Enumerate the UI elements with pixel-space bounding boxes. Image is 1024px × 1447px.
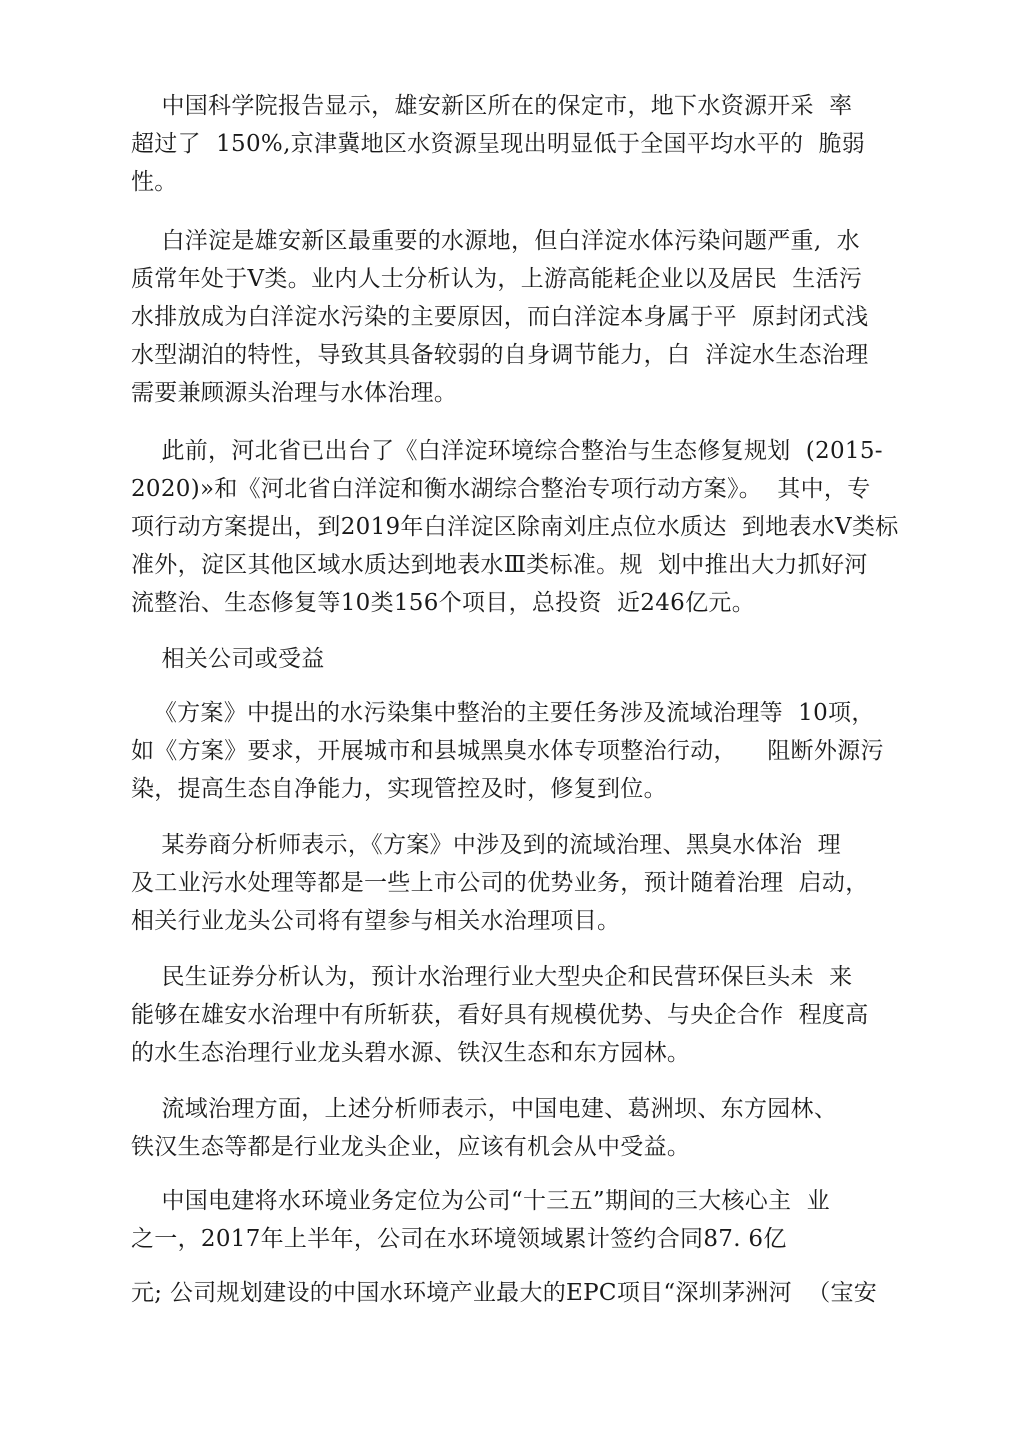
- paragraph-epc-project: [131, 1274, 911, 1312]
- text-line: 水排放成为白洋淀水污染的主要原因，而白洋淀本身属于平 原封闭式浅: [131, 304, 869, 330]
- text-line: 相关行业龙头公司将有望参与相关水治理项目。: [131, 908, 621, 934]
- text-line: 《方案》中提出的水污染集中整治的主要任务涉及流域治理等 10项，: [131, 700, 875, 726]
- paragraph-analyst-view: [131, 826, 911, 940]
- section-heading-related-companies: [131, 640, 911, 678]
- paragraph-groundwater: [131, 87, 911, 201]
- section-heading: 相关公司或受益: [131, 646, 325, 672]
- text-line: 需要兼顾源头治理与水体治理。: [131, 380, 458, 406]
- paragraph-river-basin: [131, 1090, 911, 1166]
- paragraph-hebei-plan: [131, 432, 911, 622]
- text-line: 之一，2017年上半年，公司在水环境领域累计签约合同87. 6亿: [131, 1226, 787, 1252]
- text-line: 超过了 150%,京津冀地区水资源呈现出明显低于全国平均水平的 脆弱: [131, 131, 866, 157]
- text-line: 元; 公司规划建设的中国水环境产业最大的EPC项目“深圳茅洲河 （宝安: [131, 1280, 878, 1306]
- paragraph-power-china: [131, 1182, 911, 1258]
- text-line: 的水生态治理行业龙头碧水源、铁汉生态和东方园林。: [131, 1040, 691, 1066]
- text-line: 性。: [131, 169, 178, 195]
- paragraph-baiyangdian-pollution: [131, 222, 911, 412]
- text-line: 此前，河北省已出台了《白洋淀环境综合整治与生态修复规划 (2015-: [131, 438, 883, 464]
- paragraph-minsheng-securities: [131, 958, 911, 1072]
- text-line: 能够在雄安水治理中有所斩获，看好具有规模优势、与央企合作 程度高: [131, 1002, 869, 1028]
- text-line: 水型湖泊的特性，导致其具备较弱的自身调节能力，白 洋淀水生态治理: [131, 342, 869, 368]
- text-line: 民生证券分析认为，预计水治理行业大型央企和民营环保巨头未 来: [131, 964, 853, 990]
- text-line: 2020)»和《河北省白洋淀和衡水湖综合整治专项行动方案》。 其中，专: [131, 476, 871, 502]
- text-line: 项行动方案提出，到2019年白洋淀区除南刘庄点位水质达 到地表水V类标: [131, 514, 899, 540]
- text-line: 流整治、生态修复等10类156个项目，总投资 近246亿元。: [131, 590, 755, 616]
- text-line: 中国科学院报告显示，雄安新区所在的保定市，地下水资源开采 率: [131, 93, 853, 119]
- text-line: 白洋淀是雄安新区最重要的水源地，但白洋淀水体污染问题严重, 水: [131, 228, 860, 254]
- text-line: 染，提高生态自净能力，实现管控及时，修复到位。: [131, 776, 667, 802]
- text-line: 如《方案》要求，开展城市和县城黑臭水体专项整治行动， 阻断外源污: [131, 738, 884, 764]
- text-line: 及工业污水处理等都是一些上市公司的优势业务，预计随着治理 启动，: [131, 870, 869, 896]
- paragraph-plan-tasks: [131, 694, 911, 808]
- text-line: 铁汉生态等都是行业龙头企业，应该有机会从中受益。: [131, 1134, 691, 1160]
- text-line: 中国电建将水环境业务定位为公司“十三五”期间的三大核心主 业: [131, 1188, 830, 1214]
- text-line: 某券商分析师表示，《方案》中涉及到的流域治理、黑臭水体治 理: [131, 832, 841, 858]
- text-line: 流域治理方面，上述分析师表示，中国电建、葛洲坝、东方园林、: [131, 1096, 838, 1122]
- text-line: 质常年处于V类。业内人士分析认为，上游高能耗企业以及居民 生活污: [131, 266, 863, 292]
- text-line: 准外，淀区其他区域水质达到地表水Ⅲ类标准。规 划中推出大力抓好河: [131, 552, 868, 578]
